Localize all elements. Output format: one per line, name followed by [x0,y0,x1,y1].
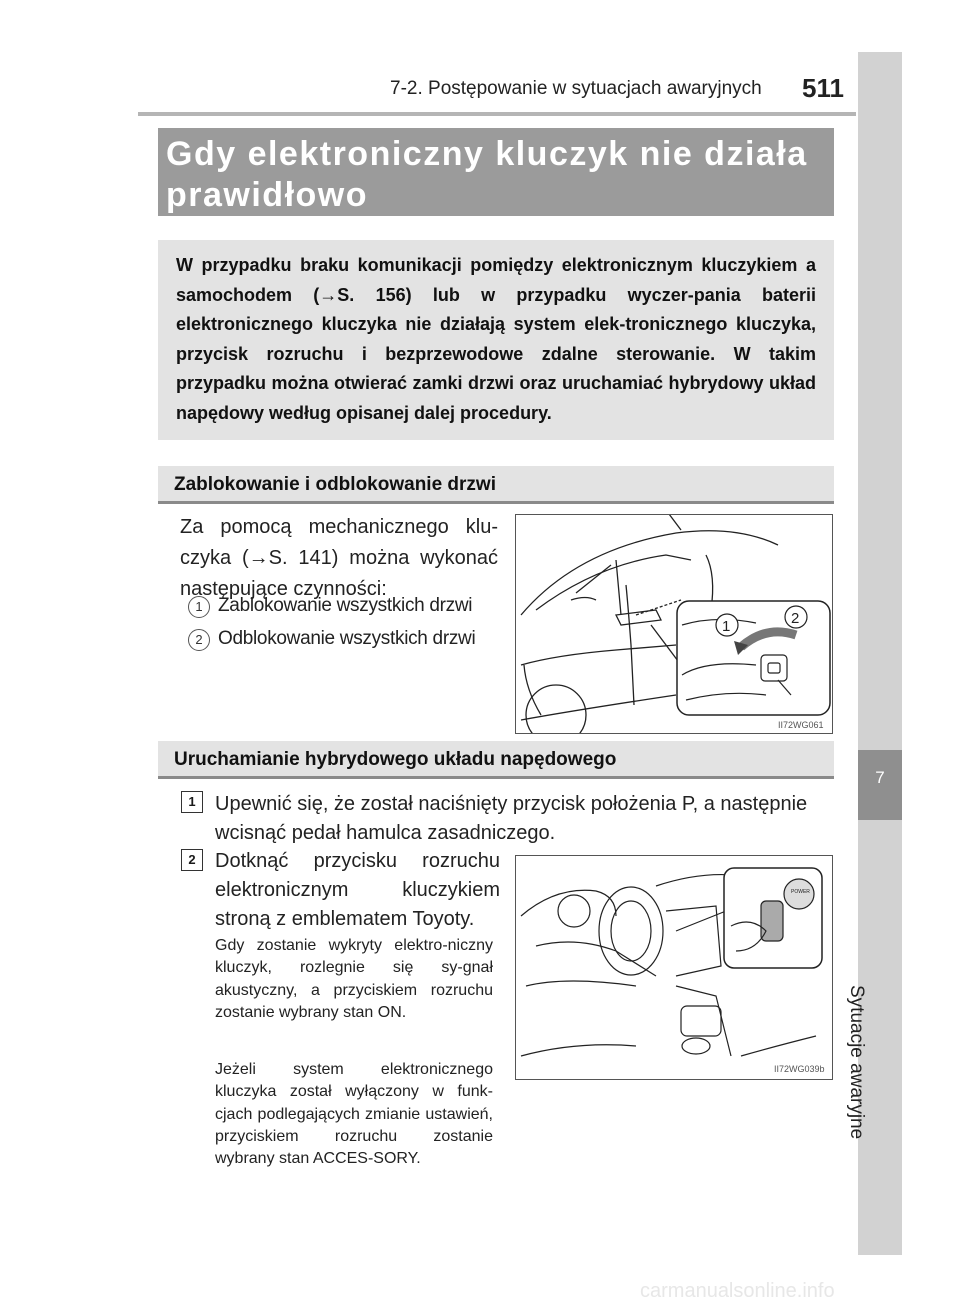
svg-text:1: 1 [722,618,731,635]
header-rule [138,112,856,116]
step-number-1: 1 [181,791,203,813]
step-2-text: Dotknąć przycisku rozruchu elektronicznym kluczykiem stroną z emblematem Toyoty. [215,850,500,930]
section1-text: Za pomocą mechanicznego klu-czyka (→S. 141) można wykonać następujące czynności: [180,516,498,600]
power-button-illustration [515,855,833,1080]
svg-text:2: 2 [791,610,800,627]
step-1-text: Upewnić się, że został naciśnięty przycisk położenia P, a następnie wcisnąć pedał hamulca zasadniczego. [215,793,808,844]
list-item-lock: Zablokowanie wszystkich drzwi [218,595,473,616]
page-title: Gdy elektroniczny kluczyk nie działa prawidłowo [166,135,808,214]
section-heading-hybrid [158,741,834,779]
door-key-illustration [515,514,833,734]
item-number-1: 1 [188,596,210,618]
page-number: 511 [802,73,844,103]
list-item-unlock: Odblokowanie wszystkich drzwi [218,628,476,649]
step-number-2: 2 [181,849,203,871]
section-heading-text: Zablokowanie i odblokowanie drzwi [174,474,496,495]
note-on-detected: Gdy zostanie wykryty elektro-niczny kluczyk, rozlegnie się sy-gnał akustyczny, a przyciskiem rozruchu zostanie wybrany stan ON. [215,937,493,1021]
running-header: 7-2. Postępowanie w sytuacjach awaryjnych [390,78,762,99]
section-heading-doors [158,466,834,504]
intro-text: W przypadku braku komunikacji pomiędzy elektronicznym kluczykiem a samochodem (→S. 156) lub w przypadku wyczer-pania baterii elektronicznego kluczyka nie działają system elek-tronicznego kluczyka, przycisk rozruchu i bezprzewodowe zdalne sterowanie. W takim przypadku można otwierać zamki drzwi oraz uruchamiać hybrydowy układ napędowy według opisanej dalej procedury. [176,255,816,423]
note-accessory: Jeżeli system elektronicznego kluczyka został wyłączony w funk-cjach podlegających zmianie ustawień, przyciskiem rozruchu zostanie wybrany stan ACCES-SORY. [215,1061,493,1168]
item-number-2: 2 [188,629,210,651]
chapter-label: Sytuacje awaryjne [846,985,867,1140]
watermark: carmanualsonline.info [640,1280,835,1302]
image-code: II72WG061 [778,720,824,730]
interior-drawing [516,856,832,1079]
power-label: POWER [791,889,810,895]
section-heading-text: Uruchamianie hybrydowego układu napędowego [174,749,617,770]
car-door-drawing [516,515,832,733]
chapter-number: 7 [858,750,902,820]
image-code: II72WG039b [774,1064,825,1074]
